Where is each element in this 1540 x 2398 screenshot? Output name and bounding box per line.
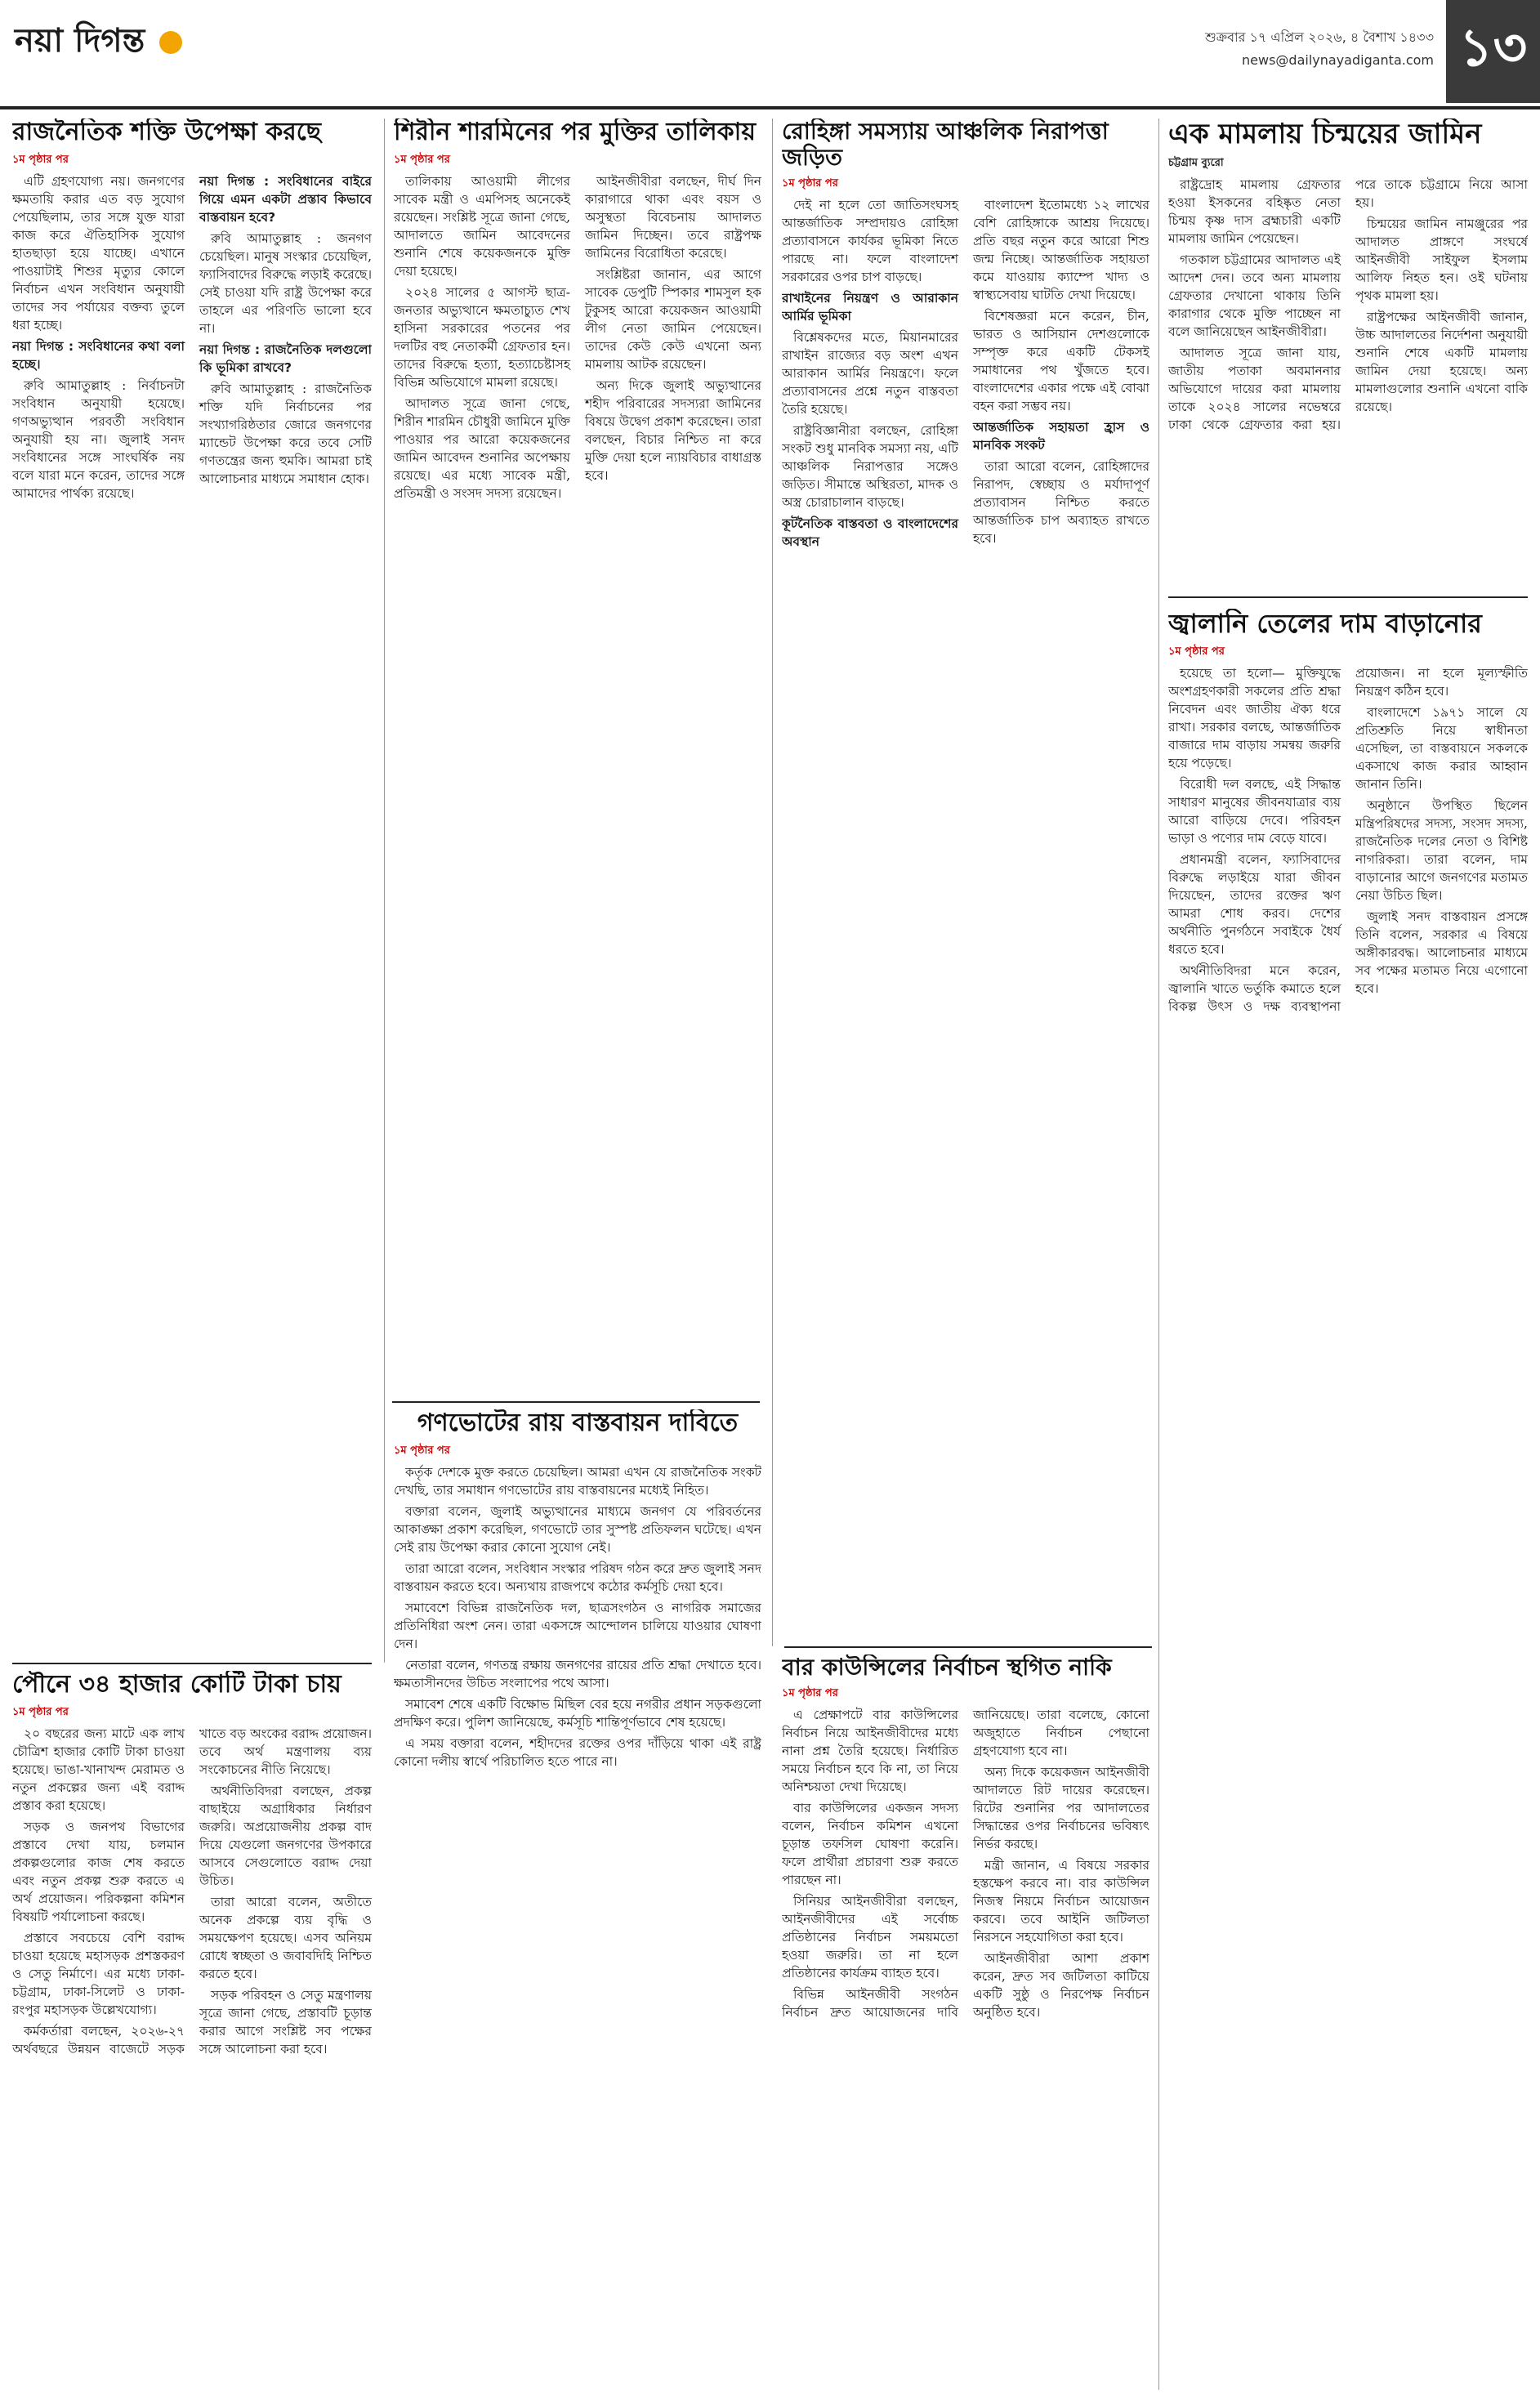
- paragraph: অর্থনীতিবিদরা বলছেন, প্রকল্প বাছাইয়ে অগ্রাধিকার নির্ধারণ জরুরি। অপ্রয়োজনীয় প্রকল্প বাদ দিয়ে যেগুলো জনগণের উপকারে আসবে সেগুলোতে বরাদ্দ দেয়া উচিত।: [199, 1783, 372, 1888]
- headline: বার কাউন্সিলের নির্বাচন স্থগিত নাকি: [782, 1654, 1112, 1681]
- paragraph: রাষ্ট্রপক্ষের আইনজীবী জানান, উচ্চ আদালতের নির্দেশনা অনুযায়ী শুনানি শেষে একটি মামলায় জামিন দেয়া হয়েছে। অন্য মামলাগুলোর শুনানি এখনো বাকি রয়েছে।: [1355, 310, 1528, 415]
- paragraph: অনুষ্ঠানে উপস্থিত ছিলেন মন্ত্রিপরিষদের সদস্য, সংসদ সদস্য, রাজনৈতিক দলের নেতা ও বিশিষ্ট নাগরিকরা। তারা বলেন, দাম বাড়ানোর আগে জনগণের মতামত নেয়া উচিত ছিল।: [1355, 797, 1528, 903]
- paragraph: রুবি আমাতুল্লাহ : রাজনৈতিক শক্তি যদি নির্বাচনের পর সংখ্যাগরিষ্ঠতার জোরে জনগণের ম্যান্ডেট উপেক্ষা করে তবে সেটি গণতন্ত্রের জন্য হুমকি। আমরা চাই আলোচনার মাধ্যমে সমাধান হোক।: [199, 381, 372, 486]
- page-number: ১৩: [1446, 0, 1540, 103]
- paragraph: সমাবেশ শেষে একটি বিক্ষোভ মিছিল বের হয়ে নগরীর প্রধান সড়কগুলো প্রদক্ষিণ করে। পুলিশ জানিয়েছে, কর্মসূচি শান্তিপূর্ণভাবে শেষ হয়েছে।: [394, 1696, 761, 1730]
- article-body: [394, 1463, 761, 1771]
- paragraph: গতকাল চট্টগ্রামের আদালত এই আদেশ দেন। তবে অন্য মামলায় গ্রেফতার দেখানো থাকায় তিনি কারাগার থেকে মুক্তি পাচ্ছেন না বলে জানিয়েছেন আইনজীবীরা।: [1168, 252, 1341, 340]
- paragraph: তারা আরো বলেন, অতীতে অনেক প্রকল্পে ব্যয় বৃদ্ধি ও সময়ক্ষেপণ হয়েছে। এসব অনিয়ম রোধে স্বচ্ছতা ও জবাবদিহি নিশ্চিত করতে হবে।: [199, 1894, 372, 1981]
- article-referendum: [394, 1409, 761, 2386]
- paragraph: অন্য দিকে কয়েকজন আইনজীবী আদালতে রিট দায়ের করেছেন। রিটের শুনানির পর আদালতের সিদ্ধান্তের ওপর নির্বাচনের ভবিষ্যৎ নির্ভর করছে।: [973, 1765, 1149, 1852]
- paragraph: বিরোধী দল বলছে, এই সিদ্ধান্ত সাধারণ মানুষের জীবনযাত্রার ব্যয় আরো বাড়িয়ে দেবে। পরিবহন ভাড়া ও পণ্যের দাম বেড়ে যাবে।: [1168, 776, 1341, 846]
- column-divider: [772, 118, 773, 1646]
- article-body: [12, 1725, 372, 2060]
- dateline: [1205, 26, 1434, 72]
- continuation-label: ১ম পৃষ্ঠার পর: [782, 177, 838, 190]
- subheading: কূটনৈতিক বাস্তবতা ও বাংলাদেশের অবস্থান: [782, 516, 958, 550]
- article-body: [1168, 664, 1528, 1016]
- paragraph: প্রস্তাবে সবচেয়ে বেশি বরাদ্দ চাওয়া হয়েছে মহাসড়ক প্রশস্তকরণ ও সেতু নির্মাণে। এর মধ্যে ঢাকা-চট্টগ্রাম, ঢাকা-সিলেট ও ঢাকা-রংপুর মহাসড়ক উল্লেখযোগ্য।: [12, 1930, 185, 2017]
- paragraph: কর্তৃক দেশকে মুক্ত করতে চেয়েছিল। আমরা এখন যে রাজনৈতিক সংকট দেখছি, তার সমাধান গণভোটের রায় বাস্তবায়নের মধ্যেই নিহিত।: [394, 1464, 761, 1498]
- continuation-label: ১ম পৃষ্ঠার পর: [782, 1687, 838, 1700]
- column-divider: [384, 118, 385, 1663]
- website-text: news@dailynayadiganta.com: [1242, 52, 1434, 68]
- paragraph: সড়ক পরিবহন ও সেতু মন্ত্রণালয় সূত্রে জানা গেছে, প্রস্তাবটি চূড়ান্ত করার আগে সংশ্লিষ্ট সব পক্ষের সঙ্গে আলোচনা করা হবে।: [199, 1987, 372, 2056]
- newspaper-logo: [15, 15, 185, 69]
- section-rule: [784, 1646, 1152, 1648]
- paragraph: নেতারা বলেন, গণতন্ত্র রক্ষায় জনগণের রায়ের প্রতি শ্রদ্ধা দেখাতে হবে। ক্ষমতাসীনদের উচিত সংলাপের পথে আসা।: [394, 1657, 761, 1690]
- paragraph: বার কাউন্সিলের একজন সদস্য বলেন, নির্বাচন কমিশন এখনো চূড়ান্ত তফসিল ঘোষণা করেনি। ফলে প্রার্থীরা প্রচারণা শুরু করতে পারছেন না।: [782, 1801, 958, 1888]
- subheading: আন্তর্জাতিক সহায়তা হ্রাস ও মানবিক সংকট: [973, 420, 1149, 453]
- article-chinmoy-bail: [1168, 118, 1528, 588]
- article-body: [12, 172, 372, 502]
- paragraph: আদালত সূত্রে জানা গেছে, শিরীন শারমিন চৌধুরী জামিনে মুক্তি পাওয়ার পর আরো কয়েকজনের জামিন আবেদন শুনানির অপেক্ষায় রয়েছে। এর মধ্যে সাবেক মন্ত্রী, প্রতিমন্ত্রী ও সংসদ সদস্য রয়েছেন।: [394, 395, 570, 501]
- paragraph: রাষ্ট্রবিজ্ঞানীরা বলছেন, রোহিঙ্গা সংকট শুধু মানবিক সমস্যা নয়, এটি আঞ্চলিক নিরাপত্তার সঙ্গেও জড়িত। সীমান্তে অস্থিরতা, মাদক ও অস্ত্র চোরাচালান বাড়ছে।: [782, 423, 958, 511]
- article-fuel-price: [1168, 609, 1528, 2382]
- paragraph: চিন্ময়ের জামিন নামঞ্জুরের পর আদালত প্রাঙ্গণে সংঘর্ষে আইনজীবী সাইফুল ইসলাম আলিফ নিহত হন। ওই ঘটনায় পৃথক মামলা হয়।: [1355, 217, 1528, 304]
- paragraph: মন্ত্রী জানান, এ বিষয়ে সরকার হস্তক্ষেপ করবে না। বার কাউন্সিল নিজস্ব নিয়মে নির্বাচন আয়োজন করবে। তবে আইনি জটিলতা নিরসনে সহযোগিতা করা হবে।: [973, 1858, 1149, 1945]
- paragraph: জুলাই সনদ বাস্তবায়ন প্রসঙ্গে তিনি বলেন, সরকার এ বিষয়ে অঙ্গীকারবদ্ধ। আলোচনার মাধ্যমে সব পক্ষের মতামত নিয়ে এগোনো হবে।: [1355, 909, 1528, 996]
- paragraph: এ সময় বক্তারা বলেন, শহীদদের রক্তের ওপর দাঁড়িয়ে থাকা এই রাষ্ট্র কোনো দলীয় স্বার্থে পরিচালিত হতে পারে না।: [394, 1735, 761, 1769]
- paragraph: এ প্রেক্ষাপটে বার কাউন্সিলের নির্বাচন নিয়ে আইনজীবীদের মধ্যে নানা প্রশ্ন তৈরি হয়েছে। নির্ধারিত সময়ে নির্বাচন হবে কি না, তা নিয়ে অনিশ্চয়তা দেখা দিয়েছে।: [782, 1708, 958, 1795]
- paragraph: বিশেষজ্ঞরা মনে করেন, চীন, ভারত ও আসিয়ান দেশগুলোকে সম্পৃক্ত করে একটি টেকসই সমাধানের পথ খুঁজতে হবে। বাংলাদেশের একার পক্ষে এই বোঝা বহন করা সম্ভব নয়।: [973, 309, 1149, 414]
- article-body: [782, 196, 1149, 552]
- paragraph: নয়া দিগন্ত : সংবিধানের বাইরে গিয়ে এমন একটা প্রস্তাব কিভাবে বাস্তবায়ন হবে?: [199, 173, 372, 225]
- paragraph: রুবি আমাতুল্লাহ : জনগণ চেয়েছিল। মানুষ সংস্কার চেয়েছিল, ফ্যাসিবাদের বিরুদ্ধে লড়াই করেছে। সেই চাওয়া যদি রাষ্ট্র উপেক্ষা করে তাহলে এর পরিণতি ভালো হবে না।: [199, 230, 372, 336]
- continuation-label: ১ম পৃষ্ঠার পর: [12, 1705, 69, 1718]
- article-shirin-sharmin: [394, 118, 761, 1393]
- paragraph: বাংলাদেশ ইতোমধ্যে ১২ লাখের বেশি রোহিঙ্গাকে আশ্রয় দিয়েছে। প্রতি বছর নতুন করে আরো শিশু জন্ম নিচ্ছে। আন্তর্জাতিক সহায়তা কমে যাওয়ায় ক্যাম্পে খাদ্য ও স্বাস্থ্যসেবায় ঘাটতি দেখা দিয়েছে।: [973, 198, 1149, 303]
- continuation-label: ১ম পৃষ্ঠার পর: [12, 153, 69, 166]
- paragraph: অর্থনীতিবিদরা মনে করেন, জ্বালানি খাতে ভর্তুকি কমাতে হলে বিকল্প উৎস ও দক্ষ ব্যবস্থাপনা প্রয়োজন। না হলে মূল্যস্ফীতি নিয়ন্ত্রণ কঠিন হবে।: [1168, 665, 1528, 1014]
- sun-icon: [159, 31, 182, 54]
- paragraph: আদালত সূত্রে জানা যায়, জাতীয় পতাকা অবমাননার অভিযোগে দায়ের করা মামলায় তাকে ২০২৪ সালের নভেম্বরে ঢাকা থেকে গ্রেফতার করা হয়। পরে তাকে চট্টগ্রামে নিয়ে আসা হয়।: [1168, 177, 1528, 433]
- paragraph: এটি গ্রহণযোগ্য নয়। জনগণের ক্ষমতায়ি করার এত বড় সুযোগ পেয়েছিলাম, তার সঙ্গে যুক্ত যারা কাজ করে ঐতিহাসিক সুযোগ হাতছাড়া হয়ে যাচ্ছে। এখানে পাওয়াটাই শিশুর মৃত্যুর কোলে নির্বাচন এখন সংবিধান অনুযায়ী তাদের সব পর্যায়ের বক্তব্য তুলে ধরা হচ্ছে।: [12, 173, 185, 333]
- article-bar-council: [782, 1654, 1149, 2386]
- paragraph: দেই না হলে তো জাতিসংঘসহ আন্তর্জাতিক সম্প্রদায়ও রোহিঙ্গা প্রত্যাবাসনে কার্যকর ভূমিকা নিতে পারছে না। ফলে বাংলাদেশ সরকারের ওপর চাপ বাড়ছে।: [782, 198, 958, 285]
- article-political-power: [12, 118, 372, 1654]
- paragraph: অন্য দিকে জুলাই অভ্যুত্থানের শহীদ পরিবারের সদস্যরা জামিনের বিষয়ে উদ্বেগ প্রকাশ করেছেন। তারা বলছেন, বিচার নিশ্চিত না করে মুক্তি দেয়া হলে ন্যায়বিচার বাধাগ্রস্ত হবে।: [585, 377, 761, 483]
- paragraph: সিনিয়র আইনজীবীরা বলছেন, আইনজীবীদের এই সর্বোচ্চ প্রতিষ্ঠানের নির্বাচন সময়মতো হওয়া জরুরি। তা না হলে প্রতিষ্ঠানের কার্যক্রম ব্যাহত হবে।: [782, 1894, 958, 1981]
- paragraph: রাষ্ট্রদ্রোহ মামলায় গ্রেফতার হওয়া ইসকনের বহিষ্কৃত নেতা চিন্ময় কৃষ্ণ দাস ব্রহ্মচারী একটি মামলায় জামিন পেয়েছেন।: [1168, 177, 1341, 247]
- paragraph: তারা আরো বলেন, সংবিধান সংস্কার পরিষদ গঠন করে দ্রুত জুলাই সনদ বাস্তবায়ন করতে হবে। অন্যথায় রাজপথে কঠোর কর্মসূচি দেয়া হবে।: [394, 1561, 761, 1594]
- paragraph: প্রধানমন্ত্রী বলেন, ফ্যাসিবাদের বিরুদ্ধে লড়াইয়ে যারা জীবন দিয়েছেন, তাদের রক্তের ঋণ আমরা শোধ করব। দেশের অর্থনীতি পুনর্গঠনে সবাইকে ধৈর্য ধরতে হবে।: [1168, 851, 1341, 957]
- section-rule: [1168, 596, 1528, 598]
- paragraph: তালিকায় আওয়ামী লীগের সাবেক মন্ত্রী ও এমপিসহ অনেকেই রয়েছেন। সংশ্লিষ্ট সূত্রে জানা গেছে, আদালতে জামিন আবেদনের শুনানি শেষে কয়েকজনকে মুক্তি দেয়া হয়েছে।: [394, 173, 570, 279]
- paragraph: বক্তারা বলেন, জুলাই অভ্যুত্থানের মাধ্যমে জনগণ যে পরিবর্তনের আকাঙ্ক্ষা প্রকাশ করেছিল, গণভোটে তার সুস্পষ্ট প্রতিফলন ঘটেছে। এখন সেই রায় উপেক্ষা করার কোনো সুযোগ নেই।: [394, 1503, 761, 1555]
- headline: পৌনে ৩৪ হাজার কোটি টাকা চায়: [12, 1671, 341, 1699]
- section-rule: [392, 1401, 760, 1403]
- headline: রাজনৈতিক শক্তি উপেক্ষা করছে: [12, 118, 321, 146]
- date-text: শুক্রবার ১৭ এপ্রিল ২০২৬, ৪ বৈশাখ ১৪৩৩: [1204, 29, 1434, 45]
- headline: শিরীন শারমিনের পর মুক্তির তালিকায়: [394, 118, 757, 146]
- paragraph: নয়া দিগন্ত : সংবিধানের কথা বলা হচ্ছে।: [12, 338, 185, 372]
- paragraph: সংশ্লিষ্টরা জানান, এর আগে সাবেক ডেপুটি স্পিকার শামসুল হক টুকুসহ আরো কয়েকজন আওয়ামী লীগ নেতা জামিন পেয়েছেন। তাদের কেউ কেউ এখনো অন্য মামলায় আটক রয়েছেন।: [585, 266, 761, 372]
- paragraph: সড়ক ও জনপথ বিভাগের প্রস্তাবে দেখা যায়, চলমান প্রকল্পগুলোর কাজ শেষ করতে এবং নতুন প্রকল্প শুরু করতে এ অর্থ প্রয়োজন। পরিকল্পনা কমিশন বিষয়টি পর্যালোচনা করছে।: [12, 1819, 185, 1924]
- paragraph: ২০ বছরের জন্য মাটে এক লাখ চৌত্রিশ হাজার কোটি টাকা চাওয়া হয়েছে। ভাঙা-খানাখন্দ মেরামত ও নতুন প্রকল্পের জন্য এই বরাদ্দ প্রস্তাব করা হয়েছে।: [12, 1726, 185, 1813]
- headline: গণভোটের রায় বাস্তবায়ন দাবিতে: [417, 1409, 739, 1437]
- article-body: [1168, 176, 1528, 434]
- subheading: রাখাইনের নিয়ন্ত্রণ ও আরাকান আর্মির ভূমিকা: [782, 291, 958, 324]
- paragraph: আইনজীবীরা আশা প্রকাশ করেন, দ্রুত সব জটিলতা কাটিয়ে একটি সুষ্ঠু ও নিরপেক্ষ নির্বাচন অনুষ্ঠিত হবে।: [973, 1951, 1149, 2021]
- headline: জ্বালানি তেলের দাম বাড়ানোর: [1168, 609, 1482, 639]
- article-body: [782, 1706, 1149, 2023]
- logo-text: নয়া দিগন্ত: [15, 22, 145, 60]
- article-body: [394, 172, 761, 502]
- paragraph: বিভিন্ন আইনজীবী সংগঠন নির্বাচন দ্রুত আয়োজনের দাবি জানিয়েছে। তারা বলেছে, কোনো অজুহাতে নির্বাচন পেছানো গ্রহণযোগ্য হবে না।: [782, 1708, 1149, 2021]
- section-rule: [12, 1663, 372, 1664]
- article-road-budget: [12, 1671, 372, 2386]
- paragraph: সমাবেশে বিভিন্ন রাজনৈতিক দল, ছাত্রসংগঠন ও নাগরিক সমাজের প্রতিনিধিরা অংশ নেন। তারা একসঙ্গে আন্দোলন চালিয়ে যাওয়ার ঘোষণা দেন।: [394, 1600, 761, 1651]
- paragraph: তারা আরো বলেন, রোহিঙ্গাদের নিরাপদ, স্বেচ্ছায় ও মর্যাদাপূর্ণ প্রত্যাবাসন নিশ্চিত করতে আন্তর্জাতিক চাপ অব্যাহত রাখতে হবে।: [973, 459, 1149, 547]
- column-divider: [1158, 118, 1159, 2390]
- article-rohingya: [782, 118, 1149, 1638]
- paragraph: কর্মকর্তারা বলছেন, ২০২৬-২৭ অর্থবছরে উন্নয়ন বাজেটে সড়ক খাতে বড় অংকের বরাদ্দ প্রয়োজন। তবে অর্থ মন্ত্রণালয় ব্যয় সংকোচনের নীতি নিয়েছে।: [12, 1726, 372, 2056]
- headline: রোহিঙ্গা সমস্যায় আঞ্চলিক নিরাপত্তা জড়িত: [782, 118, 1109, 172]
- continuation-label: ১ম পৃষ্ঠার পর: [1168, 645, 1225, 658]
- paragraph: বিশ্লেষকদের মতে, মিয়ানমারের রাখাইন রাজ্যের বড় অংশ এখন আরাকান আর্মির নিয়ন্ত্রণে। ফলে প্রত্যাবাসনের প্রশ্নে নতুন বাস্তবতা তৈরি হয়েছে।: [782, 330, 958, 418]
- paragraph: নয়া দিগন্ত : রাজনৈতিক দলগুলো কি ভূমিকা রাখবে?: [199, 342, 372, 375]
- paragraph: রুবি আমাতুল্লাহ : নির্বাচনটা সংবিধান অনুযায়ী হয়েছে। গণঅভ্যুত্থান পরবর্তী সংবিধান অনুযায়ী হয় না। জুলাই সনদ সংবিধানের সঙ্গে সাংঘর্ষিক নয় বলে যারা মনে করেন, তাদের সঙ্গে আমাদের পার্থক্য রয়েছে।: [12, 377, 185, 501]
- paragraph: আইনজীবীরা বলছেন, দীর্ঘ দিন কারাগারে থাকা এবং বয়স ও অসুস্থতা বিবেচনায় আদালত জামিন দিচ্ছেন। তবে রাষ্ট্রপক্ষ জামিনের বিরোধিতা করেছে।: [585, 173, 761, 261]
- byline: চট্টগ্রাম ব্যুরো: [1168, 157, 1224, 170]
- continuation-label: ১ম পৃষ্ঠার পর: [394, 1444, 450, 1457]
- continuation-label: ১ম পৃষ্ঠার পর: [394, 153, 450, 166]
- masthead: [0, 0, 1540, 109]
- paragraph: ২০২৪ সালের ৫ আগস্ট ছাত্র-জনতার অভ্যুত্থানে ক্ষমতাচ্যুত শেখ হাসিনা সরকারের পতনের পর দলটির বহু নেতাকর্মী গ্রেফতার হন। তাদের বিরুদ্ধে হত্যা, হত্যাচেষ্টাসহ বিভিন্ন অভিযোগে মামলা রয়েছে।: [394, 284, 570, 390]
- paragraph: বাংলাদেশে ১৯৭১ সালে যে প্রতিশ্রুতি নিয়ে স্বাধীনতা এসেছিল, তা বাস্তবায়নে সকলকে একসাথে কাজ করার আহ্বান জানান তিনি।: [1355, 704, 1528, 792]
- paragraph: হয়েছে তা হলো— মুক্তিযুদ্ধে অংশগ্রহণকারী সকলের প্রতি শ্রদ্ধা নিবেদন এবং জাতীয় ঐক্য ধরে রাখা। সরকার বলছে, আন্তর্জাতিক বাজারে দাম বাড়ায় সমন্বয় জরুরি হয়ে পড়েছে।: [1168, 665, 1341, 770]
- headline: এক মামলায় চিন্ময়ের জামিন: [1168, 118, 1482, 150]
